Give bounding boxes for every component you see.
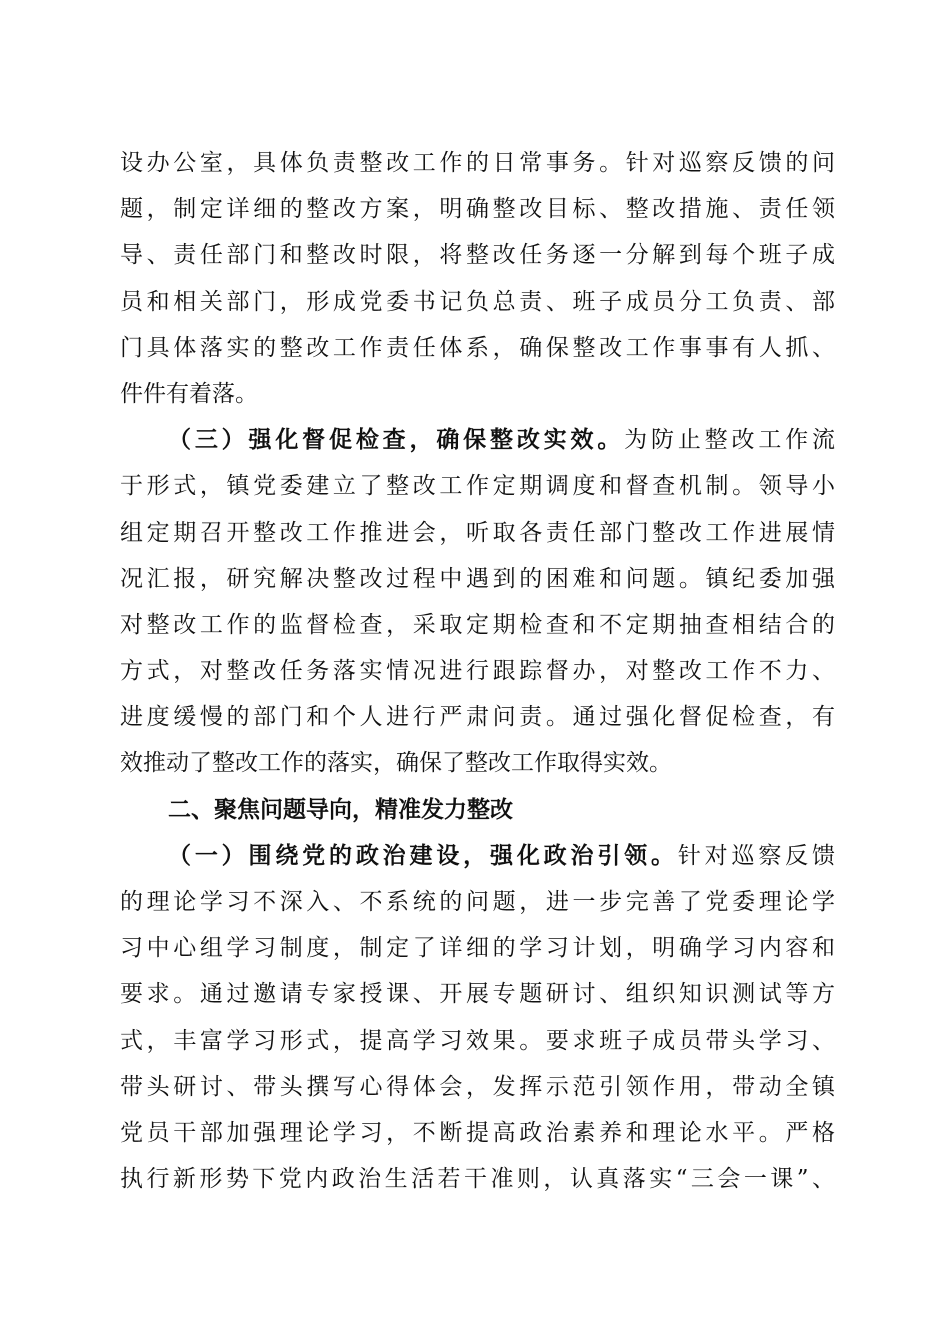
section-heading: 二、聚焦问题导向，精准发力整改	[168, 796, 513, 823]
document-body	[120, 140, 835, 1202]
text-line: 要求。通过邀请专家授课、开展专题研讨、组织知识测试等方	[120, 981, 835, 1008]
text-line: 党员干部加强理论学习，不断提高政治素养和理论水平。严格	[120, 1119, 835, 1146]
text-line: 于形式，镇党委建立了整改工作定期调度和督查机制。领导小	[120, 473, 835, 500]
text-line: 员和相关部门，形成党委书记负总责、班子成员分工负责、部	[120, 288, 835, 315]
subheading-1: （一）围绕党的政治建设，强化政治引领。	[168, 842, 678, 869]
paragraph-start: 为防止整改工作流	[624, 427, 836, 454]
paragraph-start: 针对巡察反馈	[677, 842, 836, 869]
text-line: 设办公室，具体负责整改工作的日常事务。针对巡察反馈的问	[120, 150, 835, 176]
text-line: 件件有着落。	[120, 380, 258, 407]
text-line: 组定期召开整改工作推进会，听取各责任部门整改工作进展情	[120, 519, 835, 546]
text-line: 执行新形势下党内政治生活若干准则，认真落实“三会一课”、	[120, 1166, 835, 1193]
text-line: 式，丰富学习形式，提高学习效果。要求班子成员带头学习、	[120, 1027, 835, 1054]
text-line: 的理论学习不深入、不系统的问题，进一步完善了党委理论学	[120, 889, 835, 915]
text-line: 门具体落实的整改工作责任体系，确保整改工作事事有人抓、	[120, 334, 835, 361]
text-line: 对整改工作的监督检查，采取定期检查和不定期抽查相结合的	[120, 611, 835, 638]
subheading-line	[120, 833, 835, 879]
subheading-3: （三）强化督促检查，确保整改实效。	[168, 427, 625, 454]
text-line: 况汇报，研究解决整改过程中遇到的困难和问题。镇纪委加强	[120, 565, 835, 592]
subheading-line	[120, 417, 835, 463]
text-line: 效推动了整改工作的落实，确保了整改工作取得实效。	[120, 750, 672, 777]
text-line: 题，制定详细的整改方案，明确整改目标、整改措施、责任领	[120, 196, 835, 223]
text-line: 习中心组学习制度，制定了详细的学习计划，明确学习内容和	[120, 935, 835, 962]
text-line: 进度缓慢的部门和个人进行严肃问责。通过强化督促检查，有	[120, 704, 835, 731]
text-line: 方式，对整改任务落实情况进行跟踪督办，对整改工作不力、	[120, 658, 835, 685]
text-line: 导、责任部门和整改时限，将整改任务逐一分解到每个班子成	[120, 242, 835, 269]
text-line: 带头研讨、带头撰写心得体会，发挥示范引领作用，带动全镇	[120, 1073, 835, 1100]
